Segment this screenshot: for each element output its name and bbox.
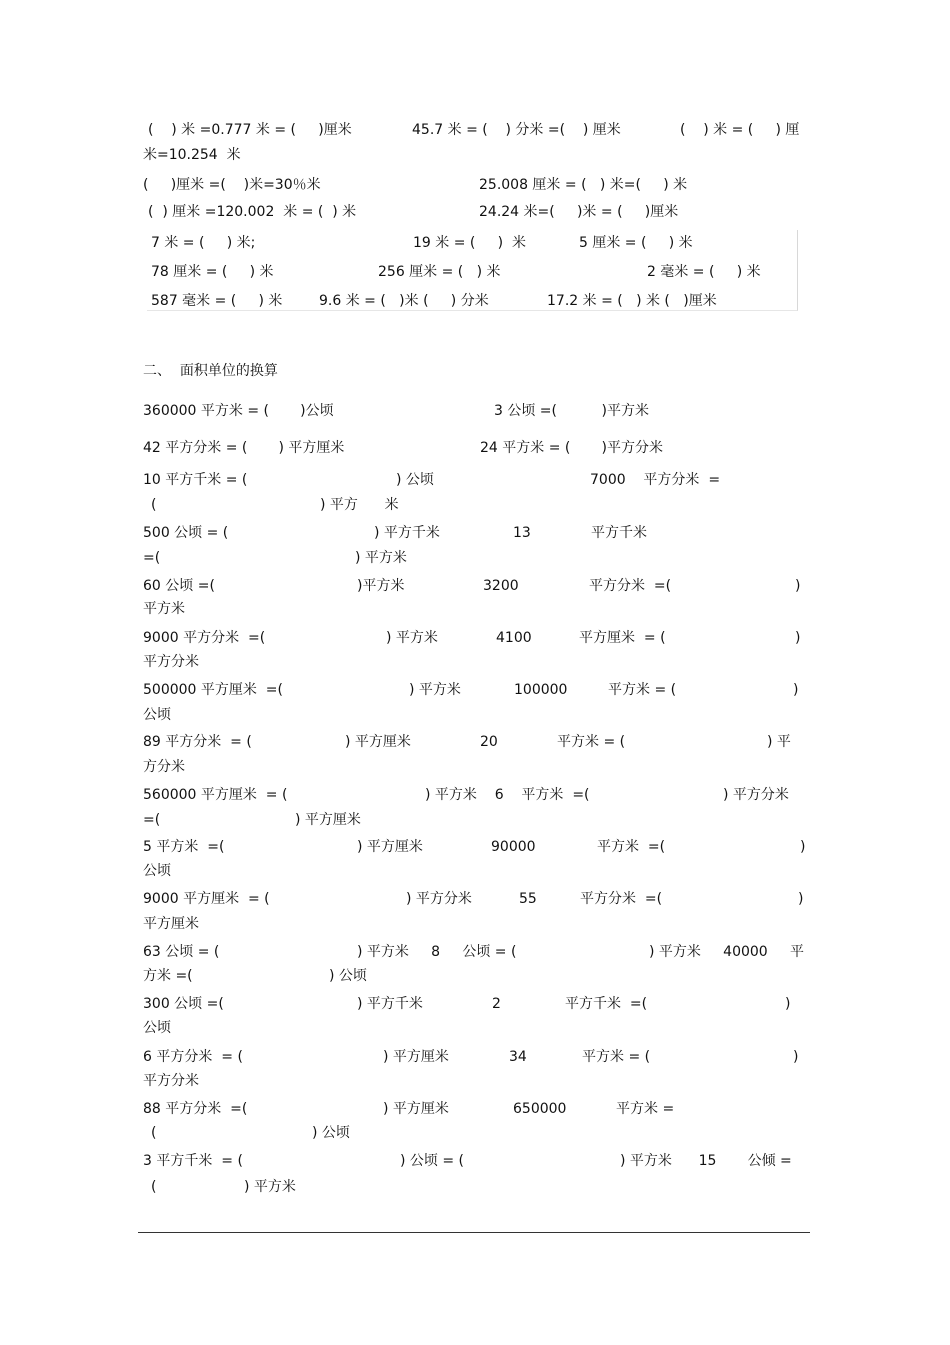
area-q3-b: ) 公顷 bbox=[396, 472, 434, 488]
area-q4-a: 500 公顷 = ( bbox=[143, 525, 229, 541]
length-q2-b: 25.008 厘米 = ( ) 米=( ) 米 bbox=[479, 177, 688, 193]
length-q1-a: ( ) 米 =0.777 米 = ( )厘米 bbox=[148, 122, 352, 138]
area-q15-f: ) 公顷 bbox=[312, 1125, 350, 1141]
area-q4-b: ) 平方千米 bbox=[374, 525, 440, 541]
area-q8-b: ) 平方厘米 bbox=[345, 734, 411, 750]
area-q4-e: =( bbox=[143, 550, 161, 566]
area-q2-a: 42 平方分米 = ( ) 平方厘米 bbox=[143, 440, 345, 456]
length-q3-b: 24.24 米=( )米 = ( )厘米 bbox=[479, 204, 679, 220]
area-q8-d: 平方米 = ( bbox=[557, 734, 626, 750]
area-q13-a: 300 公顷 =( bbox=[143, 996, 224, 1012]
area-q13-c: 2 bbox=[492, 996, 501, 1012]
length-q1-c: ( ) 米 = ( ) 厘 bbox=[680, 122, 800, 138]
area-q11-f: 平方厘米 bbox=[143, 916, 199, 932]
area-q5-e: ) bbox=[795, 578, 801, 594]
area-q8-e: ) 平 bbox=[767, 734, 791, 750]
area-q4-f: ) 平方米 bbox=[355, 550, 407, 566]
area-q7-c: 100000 bbox=[514, 682, 568, 698]
area-q15-c: 650000 bbox=[513, 1101, 567, 1117]
area-q13-f: 公顷 bbox=[143, 1020, 171, 1036]
length-q3-a: ( ) 厘米 =120.002 米 = ( ) 米 bbox=[148, 204, 357, 220]
area-q5-f: 平方米 bbox=[143, 601, 185, 617]
area-q12-c: ) 平方米 40000 平 bbox=[649, 944, 804, 960]
area-q12-d: 方米 =( bbox=[143, 968, 193, 984]
area-q6-d: 平方厘米 = ( bbox=[579, 630, 666, 646]
area-q6-b: ) 平方米 bbox=[386, 630, 438, 646]
area-q10-c: 90000 bbox=[491, 839, 536, 855]
area-q1-a: 360000 平方米 = ( )公顷 bbox=[143, 403, 334, 419]
length-box-q3-a: 587 毫米 = ( ) 米 bbox=[151, 293, 283, 309]
area-q15-b: ) 平方厘米 bbox=[383, 1101, 449, 1117]
area-q12-e: ) 公顷 bbox=[329, 968, 367, 984]
area-q4-d: 平方千米 bbox=[591, 525, 647, 541]
area-q8-c: 20 bbox=[480, 734, 498, 750]
area-q3-c: 7000 平方分米 = bbox=[590, 472, 721, 488]
area-q16-e: ) 平方米 bbox=[244, 1179, 296, 1195]
area-q9-c: ) 平方分米 bbox=[723, 787, 789, 803]
area-q3-e: ) 平方 米 bbox=[320, 497, 399, 513]
area-q9-a: 560000 平方厘米 = ( bbox=[143, 787, 288, 803]
area-q8-f: 方分米 bbox=[143, 759, 185, 775]
area-q5-d: 平方分米 =( bbox=[589, 578, 672, 594]
area-q15-d: 平方米 = bbox=[616, 1101, 675, 1117]
footer-divider bbox=[138, 1232, 810, 1233]
length-box-q1-b: 19 米 = ( ) 米 bbox=[413, 235, 526, 251]
area-q14-a: 6 平方分米 = ( bbox=[143, 1049, 243, 1065]
area-q7-e: ) bbox=[793, 682, 799, 698]
length-box-q2-c: 2 毫米 = ( ) 米 bbox=[647, 264, 761, 280]
area-q7-f: 公顷 bbox=[143, 707, 171, 723]
area-q6-a: 9000 平方分米 =( bbox=[143, 630, 266, 646]
area-q5-c: 3200 bbox=[483, 578, 519, 594]
area-q11-d: 平方分米 =( bbox=[580, 891, 663, 907]
length-box-q3-c: 17.2 米 = ( ) 米 ( )厘米 bbox=[547, 293, 717, 309]
area-q11-a: 9000 平方厘米 = ( bbox=[143, 891, 270, 907]
area-q6-f: 平方分米 bbox=[143, 654, 199, 670]
area-q7-b: ) 平方米 bbox=[409, 682, 461, 698]
area-q14-d: 平方米 = ( bbox=[582, 1049, 651, 1065]
area-q13-e: ) bbox=[785, 996, 791, 1012]
length-q1-d: 米=10.254 米 bbox=[143, 147, 241, 163]
area-q5-a: 60 公顷 =( bbox=[143, 578, 215, 594]
length-box-q2-b: 256 厘米 = ( ) 米 bbox=[378, 264, 501, 280]
area-q10-d: 平方米 =( bbox=[597, 839, 666, 855]
area-q16-c: ) 平方米 15 公倾 = bbox=[620, 1153, 792, 1169]
area-q3-d: ( bbox=[151, 497, 157, 513]
area-q14-c: 34 bbox=[509, 1049, 527, 1065]
length-q1-b: 45.7 米 = ( ) 分米 =( ) 厘米 bbox=[412, 122, 621, 138]
area-q9-b: ) 平方米 6 平方米 =( bbox=[425, 787, 590, 803]
area-q2-b: 24 平方米 = ( )平方分米 bbox=[480, 440, 663, 456]
area-q4-c: 13 bbox=[513, 525, 531, 541]
area-q10-e: ) bbox=[800, 839, 806, 855]
area-q7-d: 平方米 = ( bbox=[608, 682, 677, 698]
area-q12-b: ) 平方米 8 公顷 = ( bbox=[357, 944, 517, 960]
area-q10-f: 公顷 bbox=[143, 863, 171, 879]
length-box-q3-b: 9.6 米 = ( )米 ( ) 分米 bbox=[319, 293, 489, 309]
area-q8-a: 89 平方分米 = ( bbox=[143, 734, 252, 750]
length-box-q1-c: 5 厘米 = ( ) 米 bbox=[579, 235, 693, 251]
area-q5-b: )平方米 bbox=[357, 578, 405, 594]
area-q7-a: 500000 平方厘米 =( bbox=[143, 682, 283, 698]
area-q16-a: 3 平方千米 = ( bbox=[143, 1153, 243, 1169]
area-q6-c: 4100 bbox=[496, 630, 532, 646]
area-q14-b: ) 平方厘米 bbox=[383, 1049, 449, 1065]
area-q11-c: 55 bbox=[519, 891, 537, 907]
length-box-q1-a: 7 米 = ( ) 米; bbox=[151, 235, 256, 251]
area-q15-a: 88 平方分米 =( bbox=[143, 1101, 248, 1117]
area-q6-e: ) bbox=[795, 630, 801, 646]
area-q13-d: 平方千米 =( bbox=[565, 996, 648, 1012]
area-q14-f: 平方分米 bbox=[143, 1073, 199, 1089]
length-box-q2-a: 78 厘米 = ( ) 米 bbox=[151, 264, 274, 280]
area-q12-a: 63 公顷 = ( bbox=[143, 944, 220, 960]
area-q10-b: ) 平方厘米 bbox=[357, 839, 423, 855]
area-q11-b: ) 平方分米 bbox=[406, 891, 472, 907]
area-q15-e: ( bbox=[151, 1125, 157, 1141]
area-q3-a: 10 平方千米 = ( bbox=[143, 472, 248, 488]
area-q16-b: ) 公顷 = ( bbox=[400, 1153, 465, 1169]
area-q9-e: ) 平方厘米 bbox=[295, 812, 361, 828]
area-q11-e: ) bbox=[798, 891, 804, 907]
area-q14-e: ) bbox=[793, 1049, 799, 1065]
area-q10-a: 5 平方米 =( bbox=[143, 839, 225, 855]
length-q2-a: ( )厘米 =( )米=30％米 bbox=[143, 177, 321, 193]
area-q9-d: =( bbox=[143, 812, 161, 828]
section-heading: 二、 面积单位的换算 bbox=[143, 363, 278, 379]
area-q16-d: ( bbox=[151, 1179, 157, 1195]
area-q1-b: 3 公顷 =( )平方米 bbox=[494, 403, 649, 419]
area-q13-b: ) 平方千米 bbox=[357, 996, 423, 1012]
